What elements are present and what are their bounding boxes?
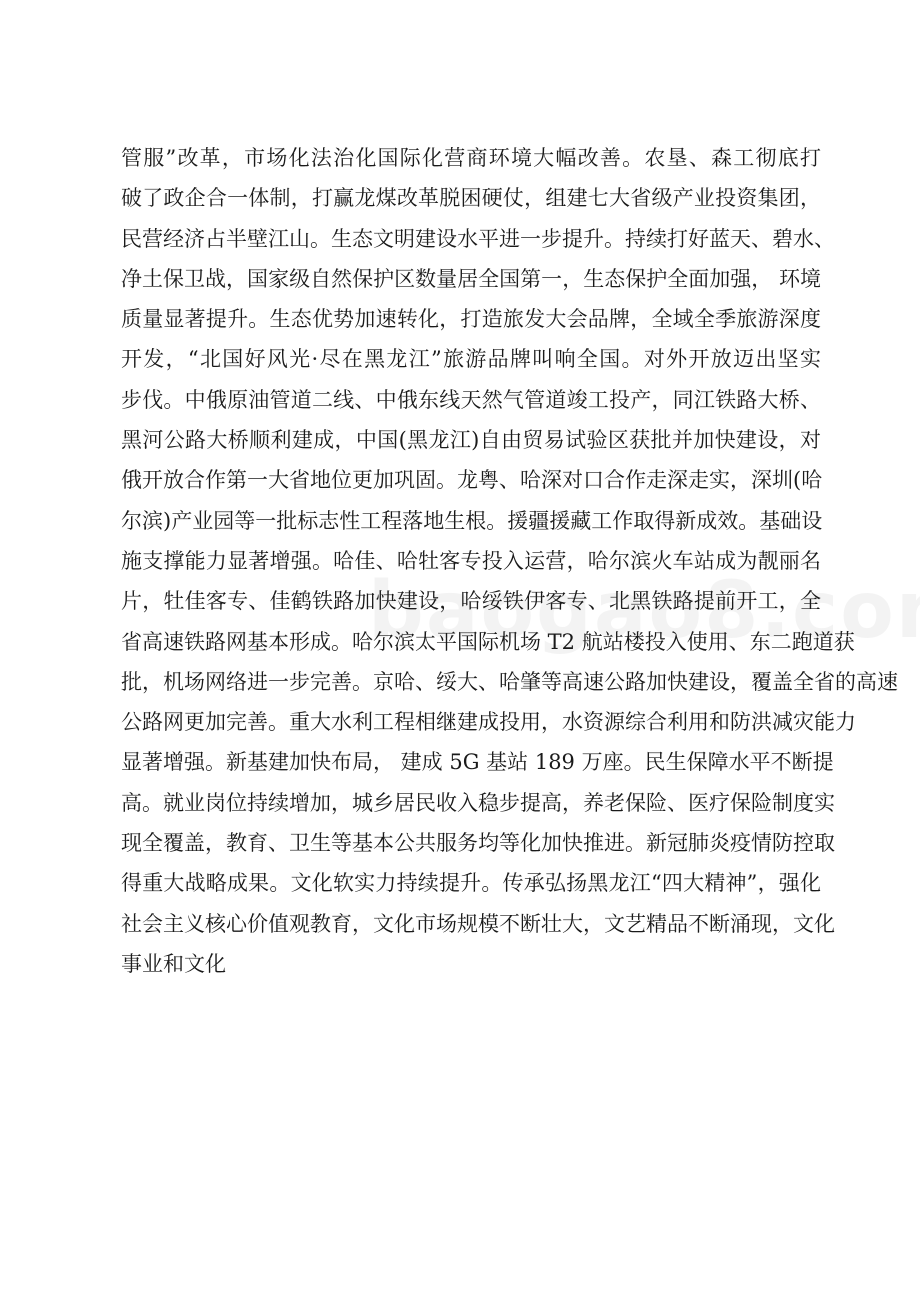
text-line: 高。就业岗位持续增加，城乡居民收入稳步提高，养老保险、医疗保险制度实 [121, 790, 835, 815]
text-line: 俄开放合作第一大省地位更加巩固。龙粤、哈深对口合作走深走实，深圳(哈 [121, 468, 823, 493]
text-line: 批，机场网络进一步完善。京哈、绥大、哈肇等高速公路加快建设，覆盖全省的高速 [121, 669, 898, 694]
text-line: 管服”改革，市场化法治化国际化营商环境大幅改善。农垦、森工彻底打 [121, 146, 821, 170]
text-line: 显著增强。新基建加快布局， 建成 5G 基站 189 万座。民生保障水平不断提 [121, 750, 834, 775]
text-line: 开发，“北国好风光·尽在黑龙江”旅游品牌叫响全国。对外开放迈出坚实 [121, 347, 821, 372]
text-line: 事业和文化 [121, 951, 226, 976]
text-line: 步伐。中俄原油管道二线、中俄东线天然气管道竣工投产，同江铁路大桥、 [121, 387, 821, 412]
text-line: 施支撑能力显著增强。哈佳、哈牡客专投入运营，哈尔滨火车站成为靓丽名 [121, 548, 821, 573]
body-text [121, 138, 898, 984]
text-line: 得重大战略成果。文化软实力持续提升。传承弘扬黑龙江“四大精神”，强化 [121, 871, 821, 896]
text-line: 质量显著提升。生态优势加速转化，打造旅发大会品牌，全域全季旅游深度 [121, 307, 821, 332]
text-line: 尔滨)产业园等一批标志性工程落地生根。援疆援藏工作取得新成效。基础设 [121, 508, 823, 533]
text-line: 现全覆盖，教育、卫生等基本公共服务均等化加快推进。新冠肺炎疫情防控取 [121, 831, 835, 856]
text-line: 公路网更加完善。重大水利工程相继建成投用，水资源综合利用和防洪减灾能力 [121, 710, 856, 735]
text-line: 民营经济占半壁江山。生态文明建设水平进一步提升。持续打好蓝天、碧水、 [121, 226, 835, 251]
text-line: 黑河公路大桥顺利建成，中国(黑龙江)自由贸易试验区获批并加快建设，对 [121, 428, 821, 453]
text-line: 净土保卫战，国家级自然保护区数量居全国第一，生态保护全面加强， 环境 [121, 266, 821, 291]
text-line: 社会主义核心价值观教育，文化市场规模不断壮大，文艺精品不断涌现，文化 [121, 911, 835, 936]
text-line: 破了政企合一体制，打赢龙煤改革脱困硬仗，组建七大省级产业投资集团， [121, 186, 821, 211]
text-line: 省高速铁路网基本形成。哈尔滨太平国际机场 T2 航站楼投入使用、东二跑道获 [121, 629, 855, 654]
text-line: 片，牡佳客专、佳鹤铁路加快建设，哈绥铁伊客专、北黑铁路提前开工，全 [121, 589, 821, 614]
